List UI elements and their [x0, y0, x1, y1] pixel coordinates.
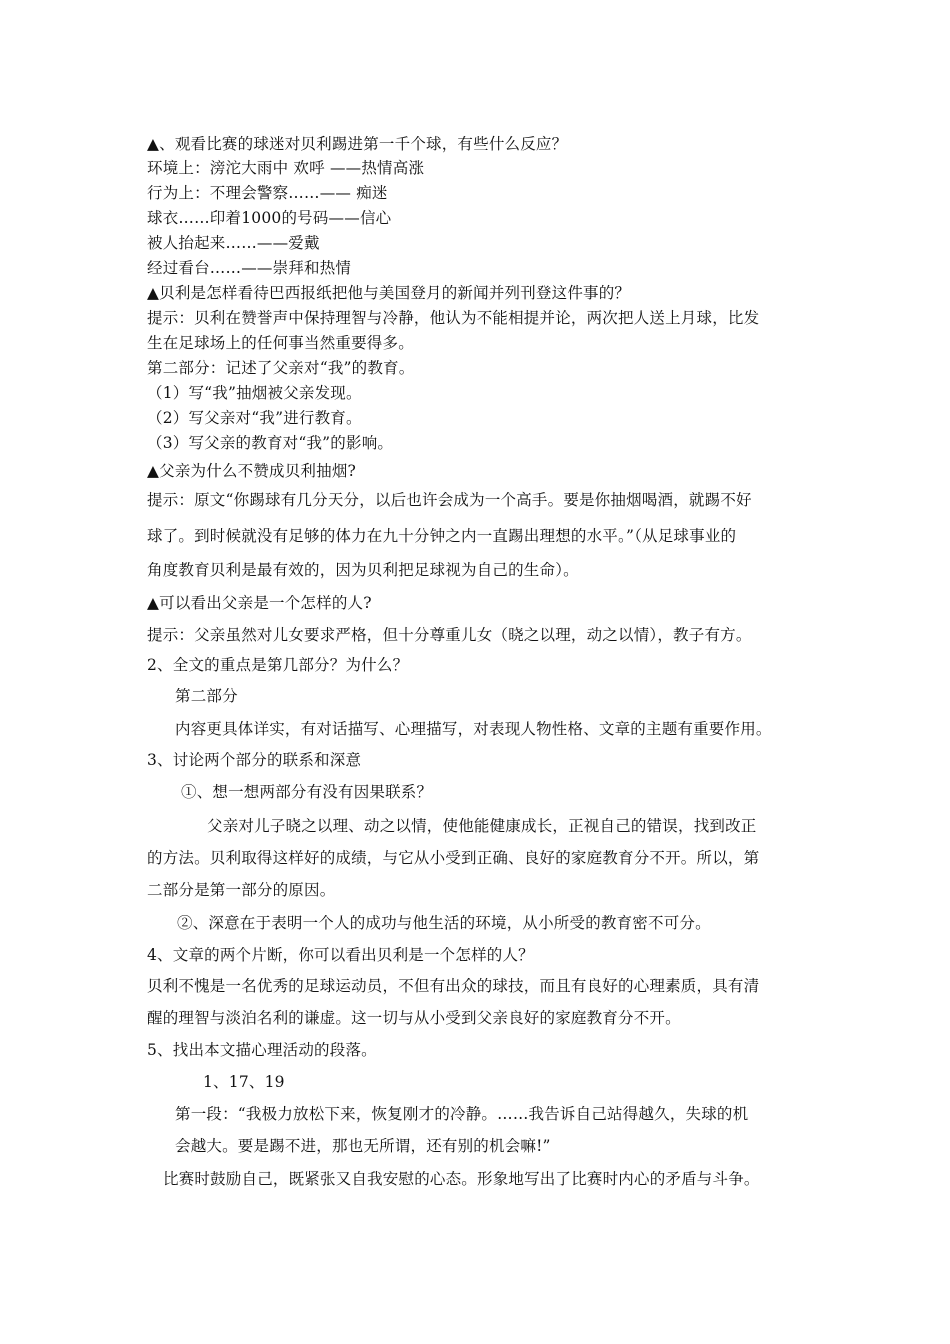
text-line: 角度教育贝利是最有效的，因为贝利把足球视为自己的生命）。: [147, 561, 579, 579]
text-line: 第二部分: [175, 687, 238, 705]
text-line: （1）写“我”抽烟被父亲发现。: [147, 384, 362, 402]
text-line: 提示：贝利在赞誉声中保持理智与冷静，他认为不能相提并论，两次把人送上月球，比发: [147, 309, 760, 327]
text-line: 生在足球场上的任何事当然重要得多。: [147, 334, 414, 352]
text-line: 被人抬起来……——爱戴: [147, 234, 320, 252]
text-line: 球衣……印着1000的号码——信心: [147, 209, 392, 227]
text-line: 提示：父亲虽然对儿女要求严格，但十分尊重儿女（晓之以理，动之以情），教子有方。: [147, 626, 752, 644]
text-line: 环境上：滂沱大雨中 欢呼 ——热情高涨: [147, 159, 425, 177]
text-line: 内容更具体详实，有对话描写、心理描写，对表现人物性格、文章的主题有重要作用。: [175, 720, 772, 738]
text-line: ▲可以看出父亲是一个怎样的人?: [147, 594, 372, 612]
text-line: 醒的理智与淡泊名利的谦虚。这一切与从小受到父亲良好的家庭教育分不开。: [147, 1009, 681, 1027]
text-line: 5、找出本文描心理活动的段落。: [147, 1041, 377, 1059]
text-line: 第二部分：记述了父亲对“我”的教育。: [147, 359, 415, 377]
text-line: 经过看台……——崇拜和热情: [147, 259, 352, 277]
text-line: 行为上：不理会警察……—— 痴迷: [147, 184, 388, 202]
text-line: 2、全文的重点是第几部分？为什么？: [147, 656, 409, 674]
text-line: 父亲对儿子晓之以理、动之以情，使他能健康成长，正视自己的错误，找到改正: [207, 817, 757, 835]
text-line: （2）写父亲对“我”进行教育。: [147, 409, 362, 427]
text-line: 1、17、19: [203, 1073, 285, 1091]
text-line: ▲贝利是怎样看待巴西报纸把他与美国登月的新闻并列刊登这件事的？: [147, 284, 631, 302]
text-line: 贝利不愧是一名优秀的足球运动员，不但有出众的球技，而且有良好的心理素质，具有清: [147, 977, 760, 995]
text-line: 的方法。贝利取得这样好的成绩，与它从小受到正确、良好的家庭教育分不开。所以，第: [147, 849, 760, 867]
text-line: 第一段：“我极力放松下来，恢复刚才的冷静。……我告诉自己站得越久，失球的机: [175, 1105, 749, 1123]
text-line: 提示：原文“你踢球有几分天分，以后也许会成为一个高手。要是你抽烟喝酒，就踢不好: [147, 491, 752, 509]
text-line: 二部分是第一部分的原因。: [147, 881, 336, 899]
text-line: ①、想一想两部分有没有因果联系？: [181, 783, 433, 801]
text-line: 4、文章的两个片断，你可以看出贝利是一个怎样的人？: [147, 946, 534, 964]
text-line: 球了。到时候就没有足够的体力在九十分钟之内一直踢出理想的水平。”（从足球事业的: [147, 527, 737, 545]
text-line: （3）写父亲的教育对“我”的影响。: [147, 434, 394, 452]
text-line: 会越大。要是踢不进，那也无所谓，还有别的机会嘛!”: [175, 1137, 551, 1155]
text-line: ②、深意在于表明一个人的成功与他生活的环境，从小所受的教育密不可分。: [177, 914, 711, 932]
text-line: ▲、观看比赛的球迷对贝利踢进第一千个球，有些什么反应？: [147, 135, 568, 153]
text-line: 比赛时鼓励自己，既紧张又自我安慰的心态。形象地写出了比赛时内心的矛盾与斗争。: [163, 1170, 760, 1188]
text-line: 3、讨论两个部分的联系和深意: [147, 751, 362, 769]
text-line: ▲父亲为什么不赞成贝利抽烟?: [147, 462, 357, 480]
